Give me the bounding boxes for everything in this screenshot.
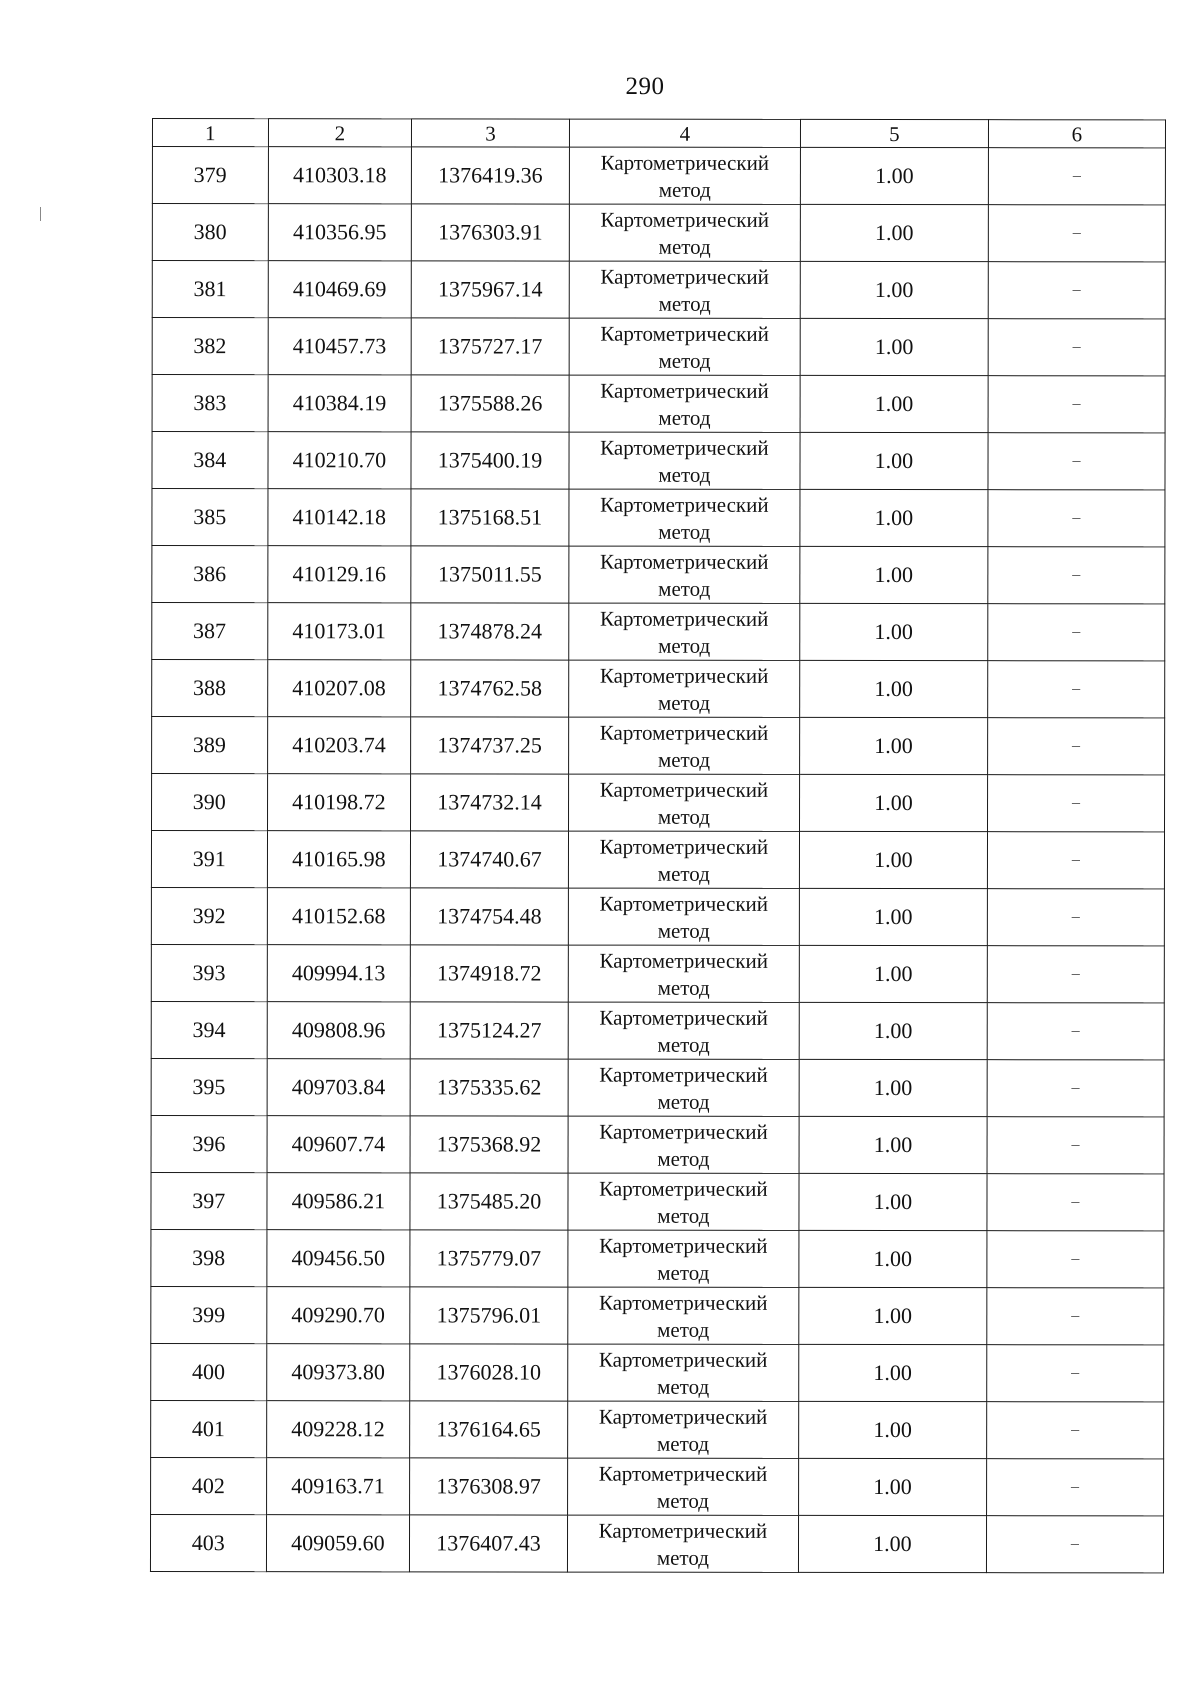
point-number-cell: 385 bbox=[152, 489, 268, 546]
method-line-2: метод bbox=[657, 1089, 710, 1114]
y-coordinate-cell: 1375485.20 bbox=[410, 1173, 568, 1230]
method-line-2: метод bbox=[657, 1260, 710, 1285]
point-number-cell: 390 bbox=[152, 774, 268, 831]
method-line-2: метод bbox=[657, 747, 711, 772]
note-cell: – bbox=[986, 1516, 1163, 1573]
method-line-1: Картометрический bbox=[600, 321, 769, 346]
point-number-cell: 394 bbox=[151, 1001, 267, 1058]
point-number-cell: 396 bbox=[151, 1115, 267, 1172]
accuracy-cell: 1.00 bbox=[799, 1458, 987, 1515]
accuracy-cell: 1.00 bbox=[800, 603, 988, 660]
accuracy-cell: 1.00 bbox=[799, 1002, 987, 1059]
table-row bbox=[151, 1343, 1164, 1401]
column-header-4: 4 bbox=[569, 119, 800, 147]
y-coordinate-cell: 1374762.58 bbox=[411, 660, 569, 717]
method-line-1: Картометрический bbox=[599, 663, 769, 688]
point-number-cell: 392 bbox=[151, 887, 267, 944]
method-cell bbox=[568, 945, 799, 1002]
x-coordinate-cell: 409290.70 bbox=[266, 1287, 410, 1344]
x-coordinate-cell: 409703.84 bbox=[267, 1059, 411, 1116]
method-line-2: метод bbox=[658, 234, 711, 259]
accuracy-cell: 1.00 bbox=[799, 945, 987, 1002]
table-row bbox=[152, 432, 1165, 490]
header-row bbox=[152, 119, 1165, 148]
y-coordinate-cell: 1375400.19 bbox=[411, 432, 569, 489]
x-coordinate-cell: 410356.95 bbox=[268, 204, 412, 261]
method-line-1: Картометрический bbox=[598, 1290, 768, 1315]
column-header-1: 1 bbox=[152, 119, 268, 147]
x-coordinate-cell: 410303.18 bbox=[268, 147, 412, 204]
point-number-cell: 402 bbox=[151, 1457, 267, 1514]
method-line-1: Картометрический bbox=[599, 1233, 768, 1258]
accuracy-cell: 1.00 bbox=[799, 1287, 987, 1344]
x-coordinate-cell: 409163.71 bbox=[266, 1458, 410, 1515]
table-row bbox=[152, 546, 1165, 604]
method-line-2: метод bbox=[657, 1317, 710, 1342]
method-line-2: метод bbox=[657, 1374, 710, 1399]
x-coordinate-cell: 409059.60 bbox=[266, 1515, 410, 1572]
accuracy-cell: 1.00 bbox=[799, 831, 987, 888]
method-cell bbox=[568, 831, 799, 888]
note-cell: – bbox=[988, 205, 1165, 262]
table-row bbox=[151, 1115, 1164, 1173]
table-row bbox=[152, 261, 1165, 319]
method-cell bbox=[568, 1059, 799, 1116]
table-row bbox=[151, 1229, 1164, 1287]
accuracy-cell: 1.00 bbox=[800, 660, 988, 717]
x-coordinate-cell: 410173.01 bbox=[267, 603, 411, 660]
accuracy-cell: 1.00 bbox=[799, 1173, 987, 1230]
table-body bbox=[150, 147, 1165, 1573]
table-row bbox=[152, 774, 1165, 832]
x-coordinate-cell: 410152.68 bbox=[267, 888, 411, 945]
method-cell bbox=[569, 318, 800, 375]
note-cell: – bbox=[988, 604, 1165, 661]
method-cell bbox=[567, 1515, 798, 1572]
method-line-1: Картометрический bbox=[598, 1347, 768, 1372]
point-number-cell: 401 bbox=[151, 1400, 267, 1457]
x-coordinate-cell: 409228.12 bbox=[266, 1401, 410, 1458]
method-line-1: Картометрический bbox=[600, 264, 769, 289]
point-number-cell: 383 bbox=[152, 375, 268, 432]
accuracy-cell: 1.00 bbox=[799, 888, 987, 945]
accuracy-cell: 1.00 bbox=[800, 432, 988, 489]
y-coordinate-cell: 1375588.26 bbox=[411, 375, 569, 432]
point-number-cell: 393 bbox=[151, 944, 267, 1001]
table-row bbox=[152, 375, 1165, 433]
accuracy-cell: 1.00 bbox=[800, 375, 988, 432]
note-cell: – bbox=[987, 1117, 1164, 1174]
y-coordinate-cell: 1374918.72 bbox=[410, 945, 568, 1002]
accuracy-cell: 1.00 bbox=[800, 261, 988, 318]
coordinates-table bbox=[150, 118, 1166, 1573]
point-number-cell: 400 bbox=[151, 1343, 267, 1400]
page-number: 290 bbox=[625, 73, 665, 100]
y-coordinate-cell: 1375011.55 bbox=[411, 546, 569, 603]
method-line-1: Картометрический bbox=[600, 378, 769, 403]
method-cell bbox=[569, 147, 800, 204]
y-coordinate-cell: 1376308.97 bbox=[410, 1458, 568, 1515]
method-line-1: Картометрический bbox=[599, 1119, 768, 1144]
method-line-2: метод bbox=[657, 861, 710, 886]
table-row bbox=[152, 489, 1165, 547]
table-row bbox=[152, 603, 1165, 661]
method-line-2: метод bbox=[658, 462, 711, 487]
method-line-1: Картометрический bbox=[600, 549, 769, 574]
y-coordinate-cell: 1375335.62 bbox=[410, 1059, 568, 1116]
accuracy-cell: 1.00 bbox=[799, 1344, 987, 1401]
y-coordinate-cell: 1375124.27 bbox=[410, 1002, 568, 1059]
method-cell bbox=[569, 375, 800, 432]
point-number-cell: 398 bbox=[151, 1229, 267, 1286]
accuracy-cell: 1.00 bbox=[799, 1230, 987, 1287]
accuracy-cell: 1.00 bbox=[800, 147, 988, 204]
column-header-3: 3 bbox=[412, 119, 570, 147]
method-line-2: метод bbox=[658, 291, 711, 316]
table-row bbox=[151, 944, 1164, 1002]
table-row bbox=[151, 887, 1164, 945]
method-line-1: Картометрический bbox=[599, 606, 769, 631]
method-line-2: метод bbox=[658, 405, 711, 430]
point-number-cell: 379 bbox=[152, 147, 268, 204]
table-row bbox=[152, 717, 1165, 775]
table-row bbox=[151, 1400, 1164, 1458]
x-coordinate-cell: 410129.16 bbox=[267, 546, 411, 603]
column-header-5: 5 bbox=[800, 119, 988, 147]
y-coordinate-cell: 1375779.07 bbox=[410, 1230, 568, 1287]
table-row bbox=[152, 147, 1165, 205]
x-coordinate-cell: 410198.72 bbox=[267, 774, 411, 831]
method-line-2: метод bbox=[657, 1146, 710, 1171]
method-line-1: Картометрический bbox=[600, 150, 770, 175]
method-cell bbox=[569, 660, 800, 717]
method-line-2: метод bbox=[656, 1488, 710, 1513]
y-coordinate-cell: 1374740.67 bbox=[411, 831, 569, 888]
note-cell: – bbox=[988, 490, 1165, 547]
method-line-2: метод bbox=[658, 576, 711, 601]
x-coordinate-cell: 409994.13 bbox=[267, 945, 411, 1002]
method-line-1: Картометрический bbox=[599, 891, 769, 916]
note-cell: – bbox=[986, 1459, 1163, 1516]
note-cell: – bbox=[987, 889, 1164, 946]
note-cell: – bbox=[988, 262, 1165, 319]
accuracy-cell: 1.00 bbox=[800, 318, 988, 375]
method-cell bbox=[568, 774, 799, 831]
method-line-1: Картометрический bbox=[599, 948, 768, 973]
y-coordinate-cell: 1375727.17 bbox=[411, 318, 569, 375]
note-cell: – bbox=[987, 832, 1164, 889]
x-coordinate-cell: 409456.50 bbox=[266, 1230, 410, 1287]
table-row bbox=[150, 1514, 1163, 1572]
table-row bbox=[151, 1058, 1164, 1116]
x-coordinate-cell: 409586.21 bbox=[266, 1173, 410, 1230]
y-coordinate-cell: 1375168.51 bbox=[411, 489, 569, 546]
x-coordinate-cell: 410210.70 bbox=[268, 432, 412, 489]
y-coordinate-cell: 1376028.10 bbox=[410, 1344, 568, 1401]
note-cell: – bbox=[988, 661, 1165, 718]
point-number-cell: 397 bbox=[151, 1172, 267, 1229]
table-row bbox=[152, 318, 1165, 376]
method-cell bbox=[569, 261, 800, 318]
note-cell: – bbox=[987, 1003, 1164, 1060]
x-coordinate-cell: 410142.18 bbox=[267, 489, 411, 546]
method-line-2: метод bbox=[657, 1203, 710, 1228]
accuracy-cell: 1.00 bbox=[800, 546, 988, 603]
table-row bbox=[152, 204, 1165, 262]
point-number-cell: 399 bbox=[151, 1286, 267, 1343]
table-row bbox=[151, 1286, 1164, 1344]
y-coordinate-cell: 1374737.25 bbox=[411, 717, 569, 774]
y-coordinate-cell: 1374732.14 bbox=[411, 774, 569, 831]
method-line-1: Картометрический bbox=[599, 1176, 768, 1201]
method-cell bbox=[569, 603, 800, 660]
note-cell: – bbox=[987, 946, 1164, 1003]
note-cell: – bbox=[988, 319, 1165, 376]
note-cell: – bbox=[987, 1288, 1164, 1345]
y-coordinate-cell: 1374754.48 bbox=[411, 888, 569, 945]
method-line-1: Картометрический bbox=[598, 1461, 768, 1486]
method-line-2: метод bbox=[658, 633, 711, 658]
note-cell: – bbox=[988, 148, 1165, 205]
method-line-2: метод bbox=[656, 1431, 710, 1456]
method-line-1: Картометрический bbox=[600, 492, 769, 517]
x-coordinate-cell: 410469.69 bbox=[268, 261, 412, 318]
method-line-1: Картометрический bbox=[599, 834, 769, 859]
table-row bbox=[151, 1172, 1164, 1230]
method-cell bbox=[569, 204, 800, 261]
x-coordinate-cell: 409373.80 bbox=[266, 1344, 410, 1401]
note-cell: – bbox=[987, 1060, 1164, 1117]
method-line-2: метод bbox=[658, 348, 711, 373]
method-line-2: метод bbox=[657, 804, 710, 829]
x-coordinate-cell: 410384.19 bbox=[268, 375, 412, 432]
x-coordinate-cell: 410457.73 bbox=[268, 318, 412, 375]
accuracy-cell: 1.00 bbox=[800, 204, 988, 261]
method-line-2: метод bbox=[656, 1545, 709, 1570]
table-row bbox=[151, 831, 1164, 889]
method-line-2: метод bbox=[658, 177, 711, 202]
point-number-cell: 389 bbox=[152, 717, 268, 774]
note-cell: – bbox=[988, 376, 1165, 433]
table-row bbox=[152, 660, 1165, 718]
table-row bbox=[151, 1001, 1164, 1059]
point-number-cell: 391 bbox=[151, 831, 267, 888]
column-header-2: 2 bbox=[268, 119, 412, 147]
note-cell: – bbox=[987, 1345, 1164, 1402]
method-cell bbox=[569, 432, 800, 489]
y-coordinate-cell: 1374878.24 bbox=[411, 603, 569, 660]
method-line-2: метод bbox=[658, 519, 711, 544]
x-coordinate-cell: 409607.74 bbox=[267, 1116, 411, 1173]
method-cell bbox=[568, 888, 799, 945]
method-line-1: Картометрический bbox=[599, 1062, 768, 1087]
method-line-2: метод bbox=[658, 690, 711, 715]
point-number-cell: 387 bbox=[152, 603, 268, 660]
method-cell bbox=[568, 1230, 799, 1287]
note-cell: – bbox=[987, 1231, 1164, 1288]
method-cell bbox=[569, 489, 800, 546]
x-coordinate-cell: 409808.96 bbox=[267, 1002, 411, 1059]
method-line-1: Картометрический bbox=[599, 777, 769, 802]
method-cell bbox=[569, 546, 800, 603]
method-cell bbox=[567, 1401, 798, 1458]
method-line-1: Картометрический bbox=[599, 720, 769, 745]
point-number-cell: 380 bbox=[152, 204, 268, 261]
point-number-cell: 384 bbox=[152, 432, 268, 489]
table-row bbox=[151, 1457, 1164, 1515]
method-cell bbox=[568, 1173, 799, 1230]
accuracy-cell: 1.00 bbox=[799, 1116, 987, 1173]
method-cell bbox=[568, 1002, 799, 1059]
y-coordinate-cell: 1375967.14 bbox=[411, 261, 569, 318]
y-coordinate-cell: 1375796.01 bbox=[410, 1287, 568, 1344]
method-cell bbox=[567, 1458, 798, 1515]
note-cell: – bbox=[988, 433, 1165, 490]
column-header-6: 6 bbox=[988, 120, 1165, 148]
method-cell bbox=[568, 717, 799, 774]
accuracy-cell: 1.00 bbox=[800, 717, 988, 774]
method-line-1: Картометрический bbox=[600, 207, 770, 232]
method-line-2: метод bbox=[657, 918, 710, 943]
method-line-1: Картометрический bbox=[599, 1005, 768, 1030]
point-number-cell: 381 bbox=[152, 261, 268, 318]
point-number-cell: 388 bbox=[152, 660, 268, 717]
x-coordinate-cell: 410203.74 bbox=[267, 717, 411, 774]
y-coordinate-cell: 1376303.91 bbox=[411, 204, 569, 261]
accuracy-cell: 1.00 bbox=[799, 1401, 987, 1458]
point-number-cell: 382 bbox=[152, 318, 268, 375]
point-number-cell: 403 bbox=[150, 1514, 266, 1571]
y-coordinate-cell: 1376407.43 bbox=[410, 1515, 568, 1572]
y-coordinate-cell: 1375368.92 bbox=[410, 1116, 568, 1173]
point-number-cell: 386 bbox=[152, 546, 268, 603]
x-coordinate-cell: 410207.08 bbox=[267, 660, 411, 717]
scan-mark bbox=[40, 207, 41, 221]
method-cell bbox=[568, 1344, 799, 1401]
method-line-1: Картометрический bbox=[598, 1404, 768, 1429]
note-cell: – bbox=[988, 547, 1165, 604]
accuracy-cell: 1.00 bbox=[800, 489, 988, 546]
method-line-1: Картометрический bbox=[600, 435, 769, 460]
method-line-1: Картометрический bbox=[598, 1518, 768, 1543]
point-number-cell: 395 bbox=[151, 1058, 267, 1115]
note-cell: – bbox=[987, 775, 1164, 832]
y-coordinate-cell: 1376419.36 bbox=[412, 147, 570, 204]
note-cell: – bbox=[987, 1174, 1164, 1231]
y-coordinate-cell: 1376164.65 bbox=[410, 1401, 568, 1458]
accuracy-cell: 1.00 bbox=[799, 774, 987, 831]
accuracy-cell: 1.00 bbox=[798, 1515, 986, 1572]
method-cell bbox=[568, 1287, 799, 1344]
accuracy-cell: 1.00 bbox=[799, 1059, 987, 1116]
method-cell bbox=[568, 1116, 799, 1173]
method-line-2: метод bbox=[657, 1032, 710, 1057]
note-cell: – bbox=[986, 1402, 1163, 1459]
x-coordinate-cell: 410165.98 bbox=[267, 831, 411, 888]
note-cell: – bbox=[987, 718, 1164, 775]
method-line-2: метод bbox=[657, 975, 710, 1000]
